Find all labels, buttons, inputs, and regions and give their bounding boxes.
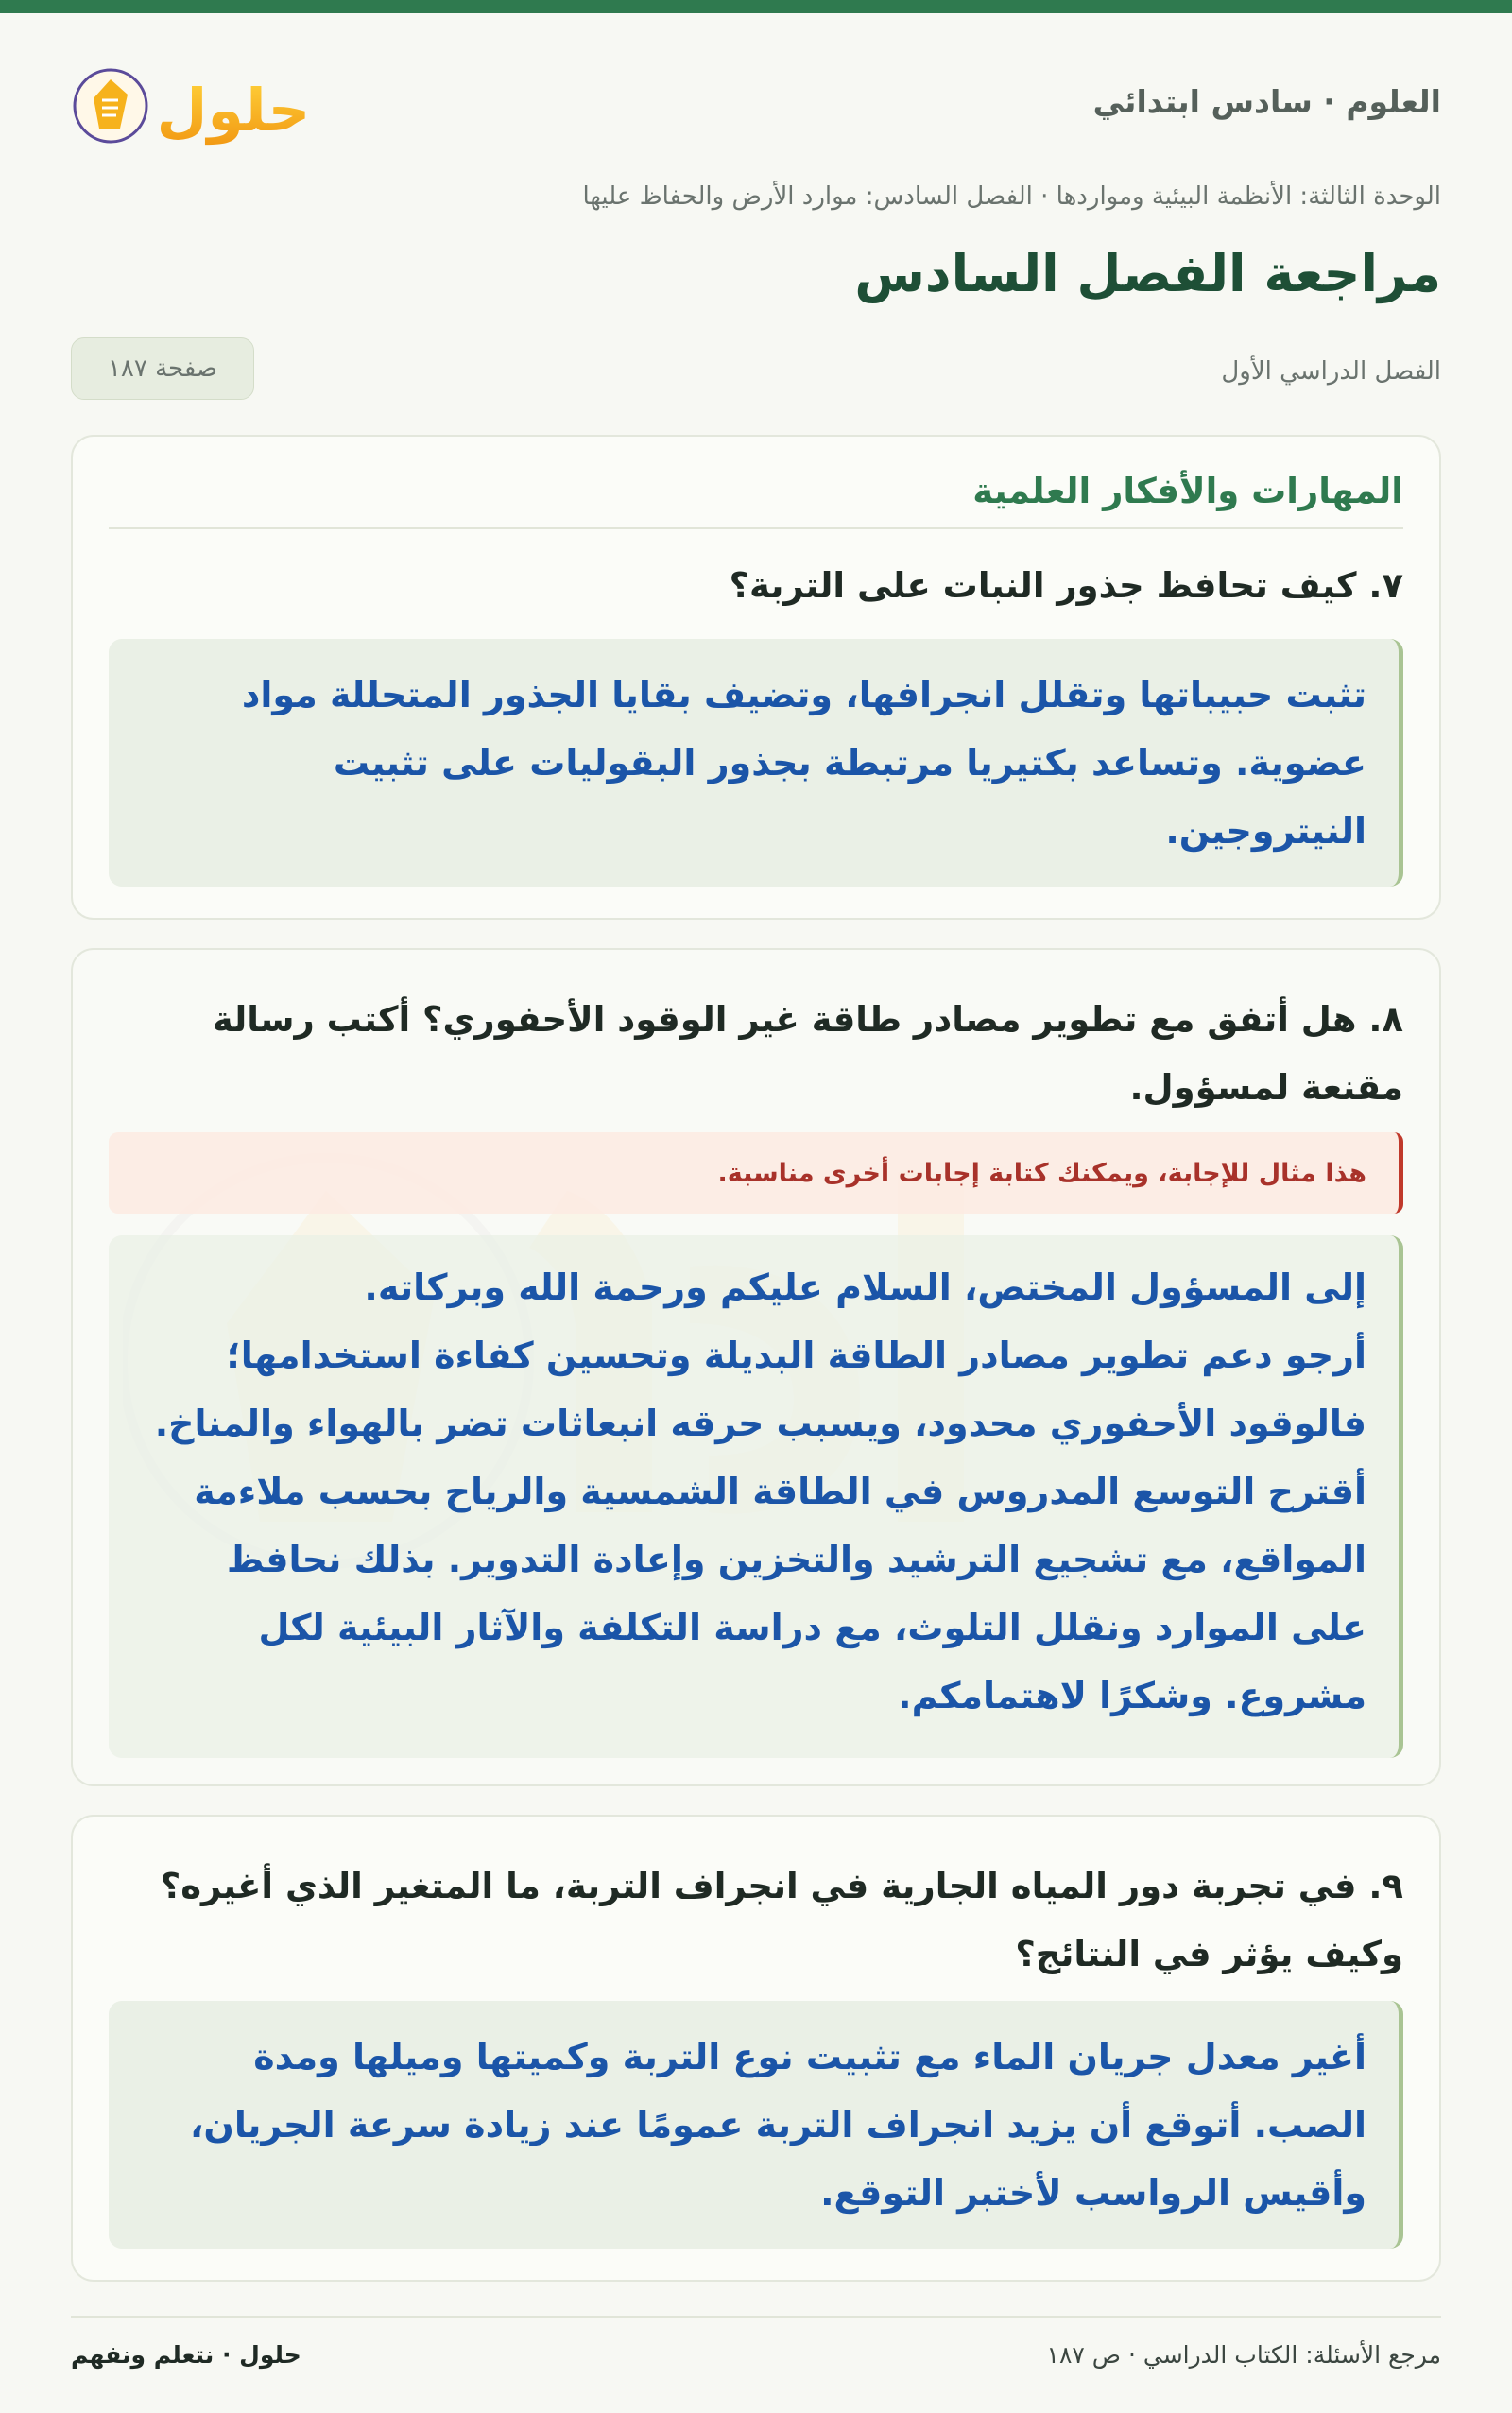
hulul-logo[interactable] [71, 57, 317, 151]
question-line: ٨. هل أتفق مع تطوير مصادر طاقة غير الوقود الأحفوري؟ أكتب رسالة [212, 999, 1403, 1040]
answer-line: الصب. أتوقع أن يزيد انجراف التربة عمومًا عند زيادة سرعة الجريان، [189, 2104, 1366, 2146]
answer-line: أرجو دعم تطوير مصادر الطاقة البديلة وتحسين كفاءة استخدامها؛ [226, 1335, 1366, 1376]
question-7: ٧. كيف تحافظ جذور النبات على التربة؟ [729, 565, 1403, 606]
top-accent-bar [0, 0, 1512, 13]
question-8 [109, 986, 1403, 1122]
footer-brand: حلول · نتعلم ونفهم [71, 2341, 301, 2369]
answer-line: وأقيس الرواسب لأختبر التوقع. [820, 2172, 1366, 2214]
section-title: المهارات والأفكار العلمية [972, 471, 1403, 511]
answer-line: المواقع، مع تشجيع الترشيد والتخزين وإعادة التدوير. بذلك نحافظ [226, 1539, 1366, 1580]
answer-9 [109, 2001, 1403, 2249]
answer-line: أغير معدل جريان الماء مع تثبيت نوع التربة وكميتها وميلها ومدة [253, 2036, 1366, 2077]
answer-line: مشروع. وشكرًا لاهتمامكم. [898, 1675, 1366, 1716]
answer-line: إلى المسؤول المختص، السلام عليكم ورحمة الله وبركاته. [364, 1267, 1366, 1308]
answer-7 [109, 639, 1403, 887]
question-9 [109, 1853, 1403, 1989]
subject-label: العلوم · سادس ابتدائي [1092, 83, 1441, 120]
page-number-badge: صفحة ١٨٧ [71, 337, 254, 400]
answer-line: أقترح التوسع المدروس في الطاقة الشمسية والرياح بحسب ملاءمة [194, 1471, 1366, 1512]
answer-line: فالوقود الأحفوري محدود، ويسبب حرقه انبعاثات تضر بالهواء والمناخ. [154, 1403, 1366, 1444]
page-header [71, 57, 1441, 151]
answer-line: تثبت حبيباتها وتقلل انجرافها، وتضيف بقايا الجذور المتحللة مواد [241, 674, 1366, 715]
section-divider [109, 527, 1403, 529]
sample-answer-note: هذا مثال للإجابة، ويمكنك كتابة إجابات أخرى مناسبة. [109, 1132, 1403, 1214]
question-card-8 [71, 948, 1441, 1786]
answer-line: على الموارد ونقلل التلوث، مع دراسة التكلفة والآثار البيئية لكل [258, 1607, 1366, 1648]
answer-line: النيتروجين. [1165, 810, 1366, 852]
question-line: وكيف يؤثر في النتائج؟ [1015, 1934, 1403, 1974]
logo-text: حلول [156, 76, 311, 145]
question-card-7 [71, 435, 1441, 920]
logo-icon [71, 57, 317, 151]
question-line: مقنعة لمسؤول. [1129, 1067, 1403, 1108]
page-title: مراجعة الفصل السادس [854, 244, 1441, 303]
answer-8 [109, 1235, 1403, 1758]
answer-line: عضوية. وتساعد بكتيريا مرتبطة بجذور البقوليات على تثبيت [333, 742, 1366, 784]
question-line: ٩. في تجربة دور المياه الجارية في انجراف التربة، ما المتغير الذي أغيره؟ [160, 1866, 1403, 1906]
footer-reference: مرجع الأسئلة: الكتاب الدراسي · ص ١٨٧ [1046, 2341, 1441, 2369]
term-label: الفصل الدراسي الأول [1221, 357, 1441, 386]
question-card-9 [71, 1815, 1441, 2282]
breadcrumb: الوحدة الثالثة: الأنظمة البيئية ومواردها · الفصل السادس: موارد الأرض والحفاظ عليها [582, 182, 1441, 211]
footer-divider [71, 2316, 1441, 2318]
